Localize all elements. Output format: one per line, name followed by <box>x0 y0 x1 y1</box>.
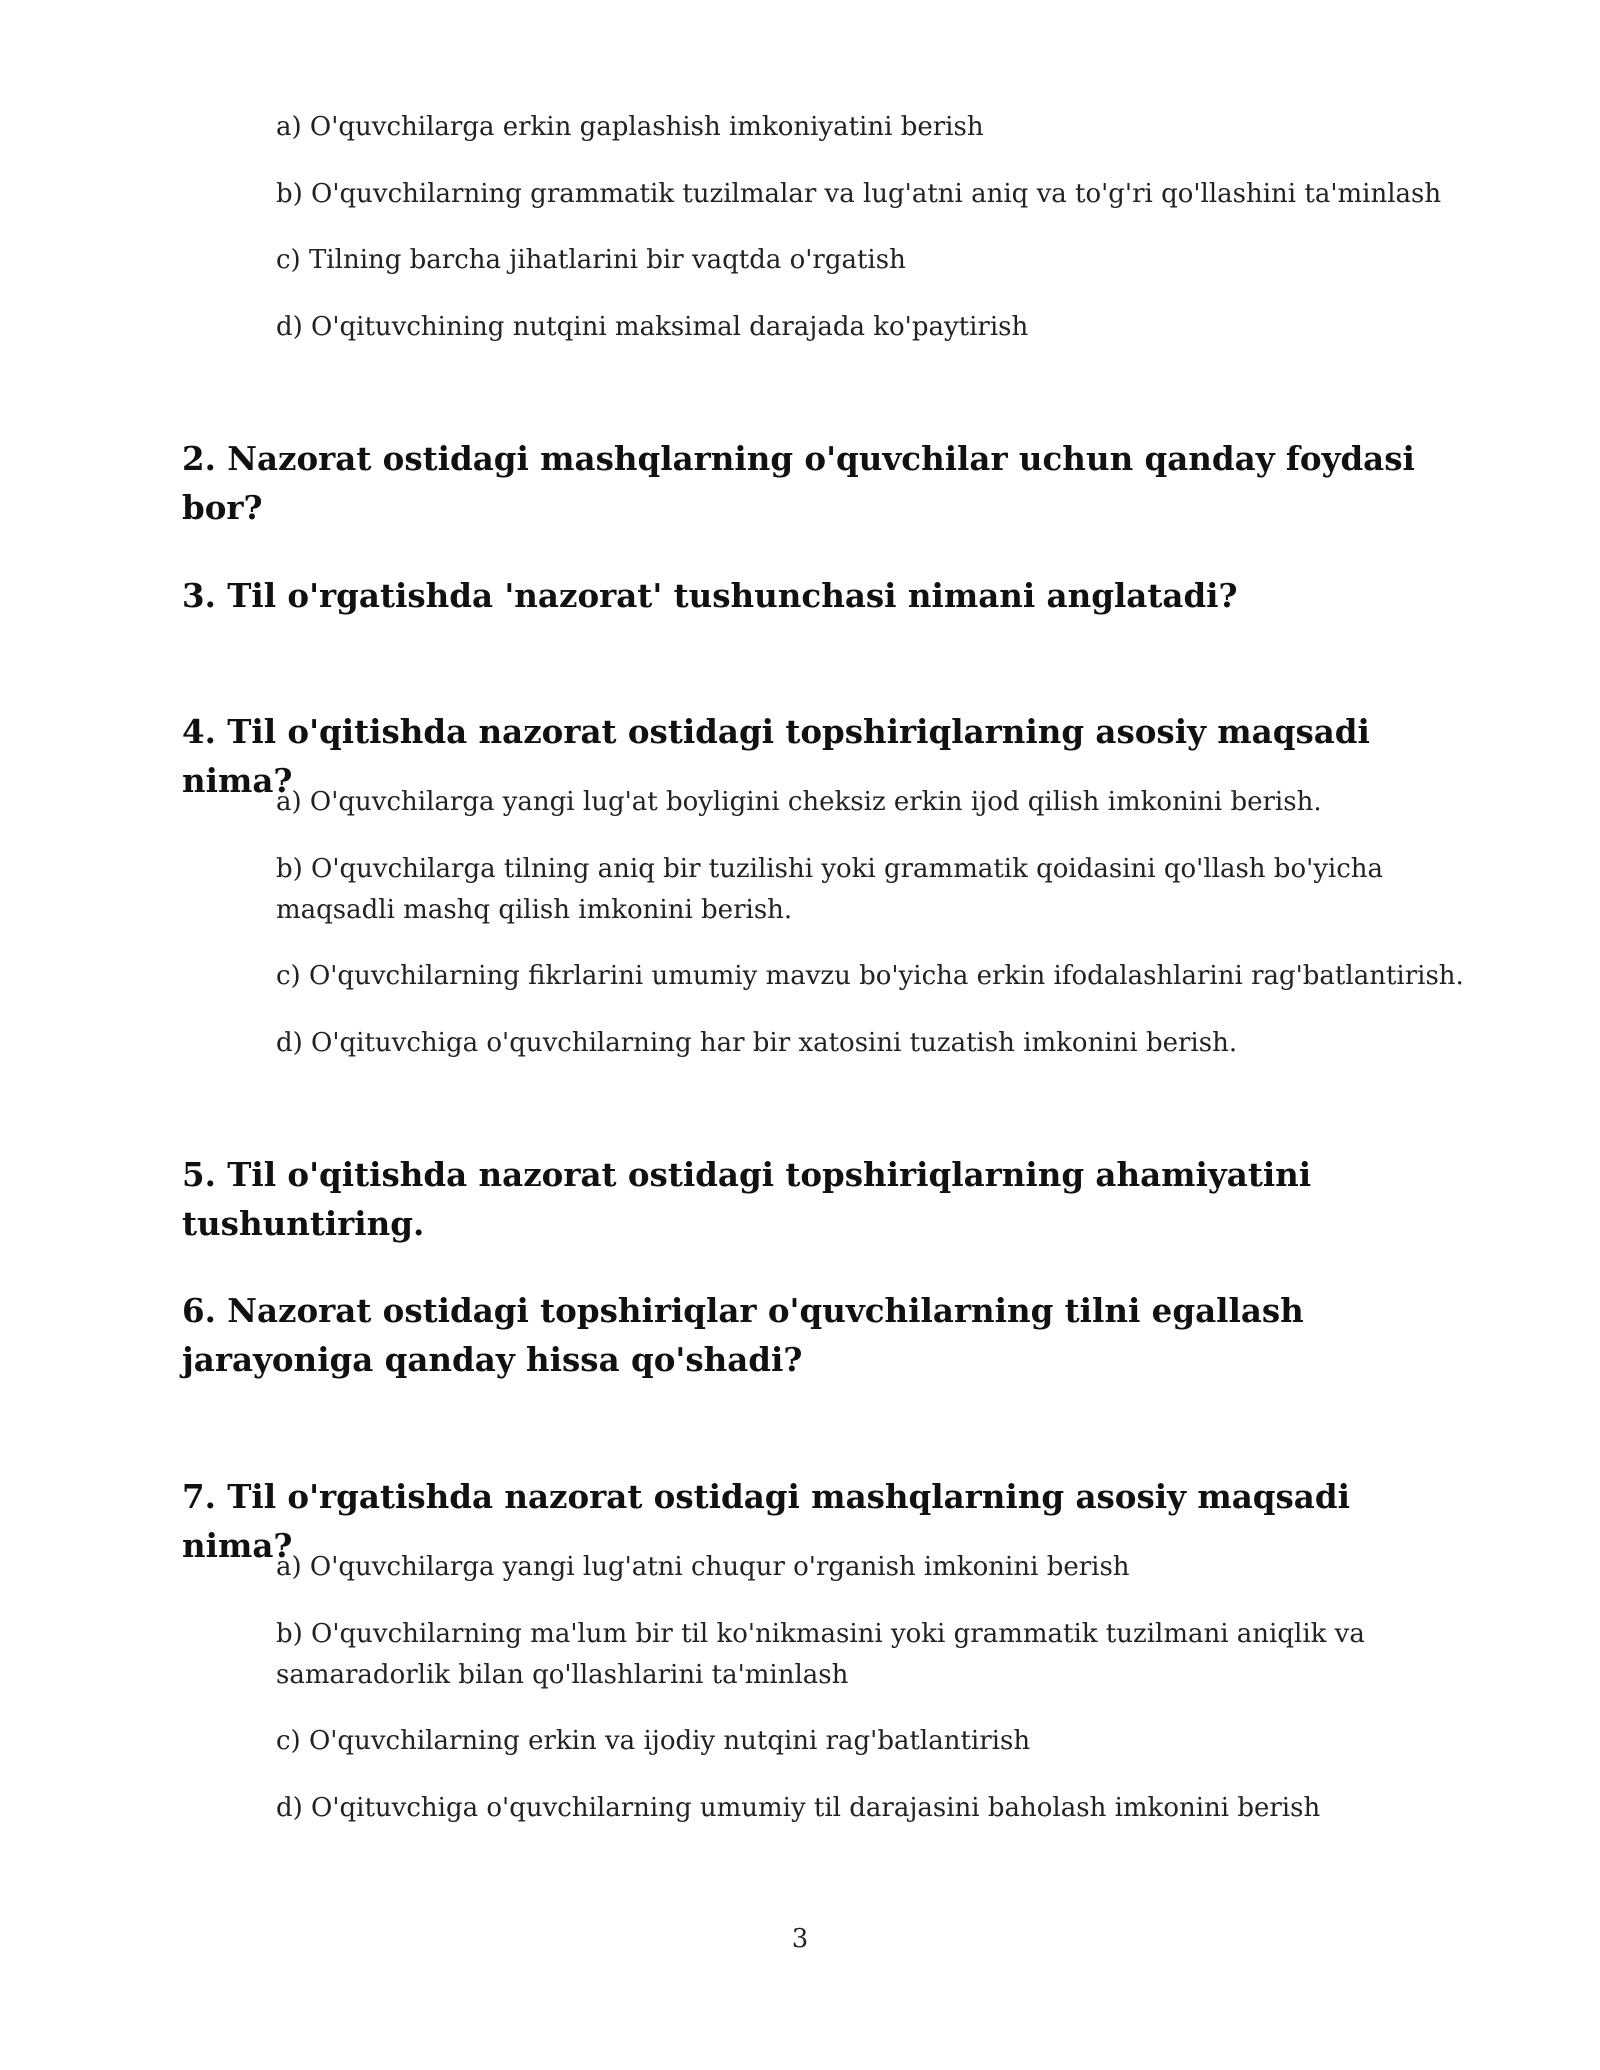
question-7: 7. Til o'rgatishda nazorat ostidagi mashqlarning asosiy maqsadi nima? <box>182 1477 1362 1565</box>
q1-option-c: c) Tilning barcha jihatlarini bir vaqtda o'rgatish <box>276 245 906 275</box>
q7-option-a: a) O'quvchilarga yangi lug'atni chuqur o'rganish imkonini berish <box>276 1552 1130 1582</box>
q7-option-b: b) O'quvchilarning ma'lum bir til ko'nikmasini yoki grammatik tuzilmani aniqlik va samaradorlik bilan qo'llashlarini ta'minlash <box>276 1619 1374 1690</box>
q4-option-d: d) O'qituvchiga o'quvchilarning har bir xatosini tuzatish imkonini berish. <box>276 1028 1238 1058</box>
q7-option-d: d) O'qituvchiga o'quvchilarning umumiy til darajasini baholash imkonini berish <box>276 1793 1321 1823</box>
question-6: 6. Nazorat ostidagi topshiriqlar o'quvchilarning tilni egallash jarayoniga qanday hissa qo'shadi? <box>182 1291 1316 1379</box>
question-2: 2. Nazorat ostidagi mashqlarning o'quvchilar uchun qanday foydasi bor? <box>182 439 1427 527</box>
question-3: 3. Til o'rgatishda 'nazorat' tushunchasi nimani anglatadi? <box>182 576 1238 615</box>
q4-option-c: c) O'quvchilarning fikrlarini umumiy mavzu bo'yicha erkin ifodalashlarini rag'batlantirish. <box>276 961 1464 991</box>
q1-option-b: b) O'quvchilarning grammatik tuzilmalar va lug'atni aniq va to'g'ri qo'llashini ta'minlash <box>276 179 1442 209</box>
q7-option-c: c) O'quvchilarning erkin va ijodiy nutqini rag'batlantirish <box>276 1726 1031 1756</box>
q4-option-a: a) O'quvchilarga yangi lug'at boyligini cheksiz erkin ijod qilish imkonini berish. <box>276 787 1322 817</box>
q1-option-a: a) O'quvchilarga erkin gaplashish imkoniyatini berish <box>276 112 984 142</box>
question-5: 5. Til o'qitishda nazorat ostidagi topshiriqlarning ahamiyatini tushuntiring. <box>182 1155 1323 1243</box>
q1-option-d: d) O'qituvchining nutqini maksimal darajada ko'paytirish <box>276 312 1029 342</box>
question-4: 4. Til o'qitishda nazorat ostidagi topshiriqlarning asosiy maqsadi nima? <box>182 712 1382 800</box>
page-number: 3 <box>791 1924 809 1954</box>
q4-option-b: b) O'quvchilarga tilning aniq bir tuzilishi yoki grammatik qoidasini qo'llash bo'yicha maqsadli mashq qilish imkonini berish. <box>276 854 1392 925</box>
